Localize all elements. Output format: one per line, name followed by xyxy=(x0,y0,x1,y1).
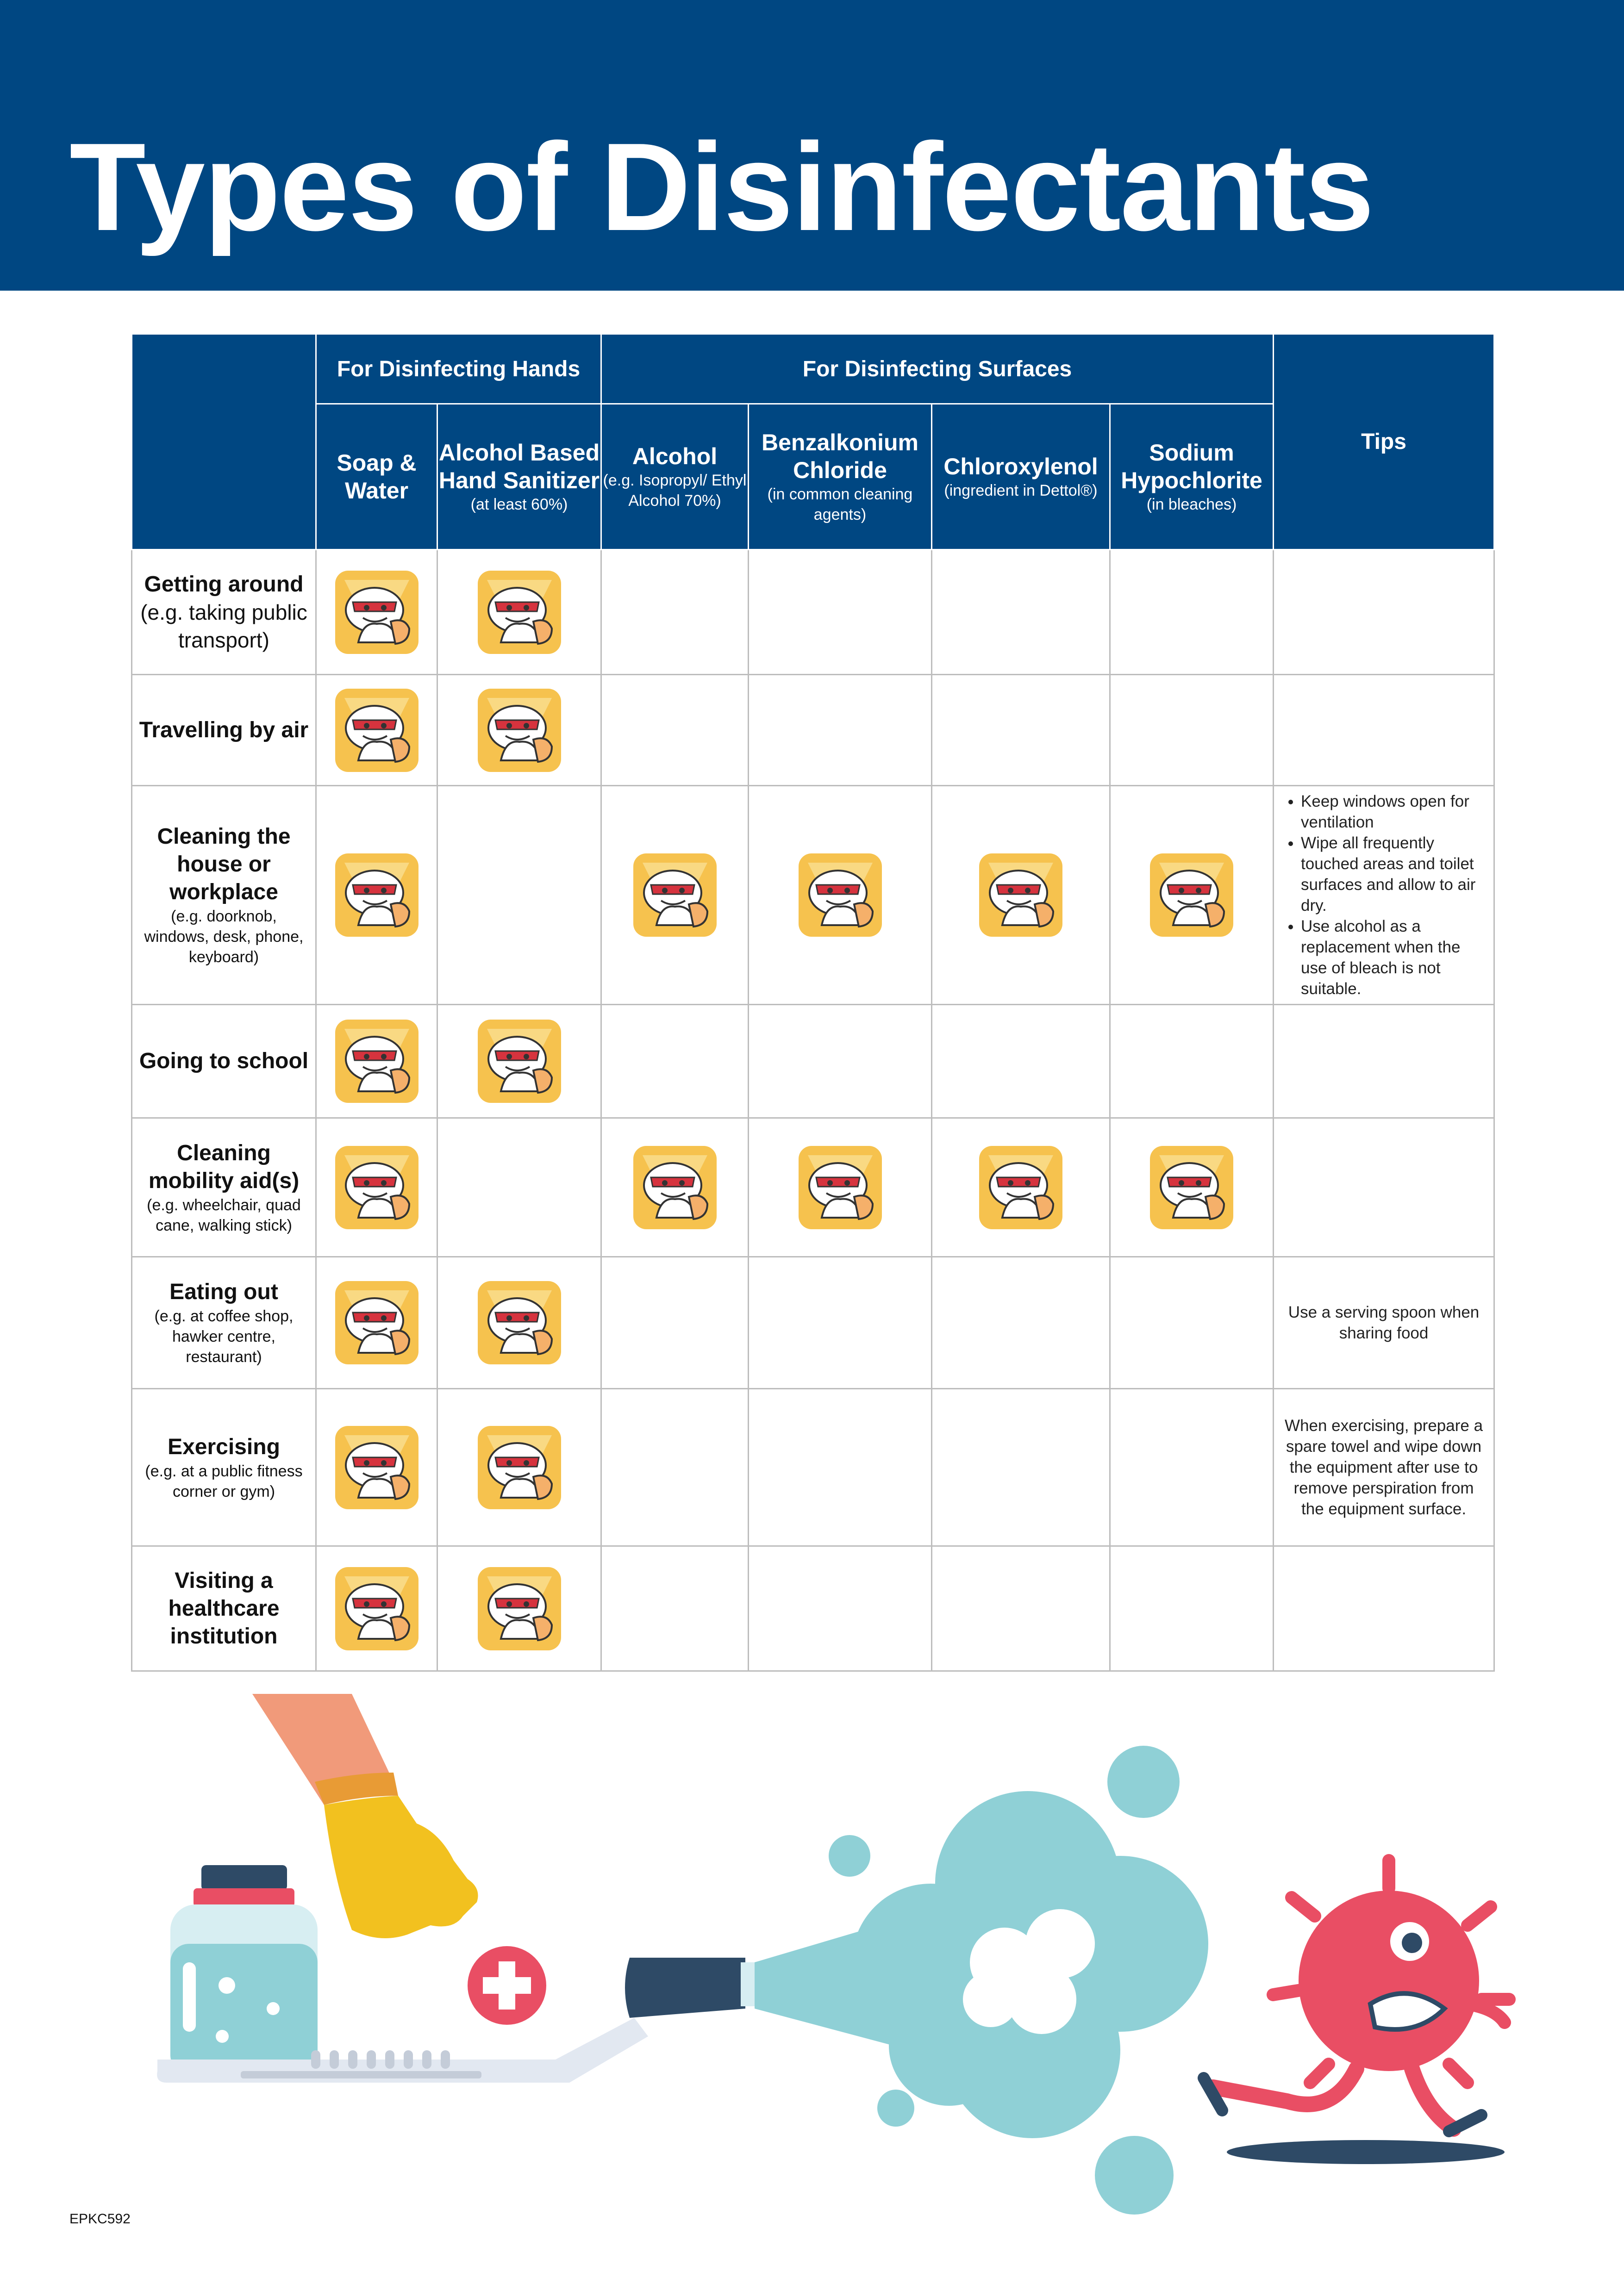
cell-soap-water xyxy=(316,550,437,675)
table-row xyxy=(132,550,1494,675)
cell-chloroxylenol xyxy=(932,1257,1110,1389)
spray-nozzle-icon xyxy=(625,1958,755,2018)
tip-item: • Use alcohol as a replacement when the use of bleach is not suitable. xyxy=(1301,916,1483,999)
cell-hand-sanitizer xyxy=(437,1546,601,1671)
mascot-approval-icon xyxy=(331,849,423,941)
cell-alcohol xyxy=(601,550,749,675)
column-header-note: (in common cleaning agents) xyxy=(767,485,913,523)
header-blank xyxy=(132,334,316,550)
cell-alcohol xyxy=(601,1546,749,1671)
cell-chloroxylenol xyxy=(932,1118,1110,1257)
activity-title: Cleaning the house or workplace xyxy=(157,824,291,904)
mascot-approval-icon xyxy=(331,1421,423,1514)
activity-label xyxy=(132,1118,316,1257)
activity-label xyxy=(132,1005,316,1118)
column-header-title: Alcohol Based Hand Sanitizer xyxy=(438,440,600,493)
column-header-title: Sodium Hypochlorite xyxy=(1121,440,1262,493)
activity-example: (e.g. at a public fitness corner or gym) xyxy=(145,1462,303,1500)
tips-cell: Use a serving spoon when sharing food xyxy=(1274,1257,1494,1389)
column-header-hand-sanitizer xyxy=(437,404,601,550)
mascot-approval-icon xyxy=(331,684,423,777)
table-row xyxy=(132,1257,1494,1389)
cell-chloroxylenol xyxy=(932,786,1110,1005)
activity-example: (e.g. wheelchair, quad cane, walking stick) xyxy=(147,1196,301,1234)
mascot-approval-icon xyxy=(473,1562,566,1655)
mascot-approval-icon xyxy=(974,849,1067,941)
cell-soap-water xyxy=(316,786,437,1005)
cell-hand-sanitizer xyxy=(437,675,601,786)
cell-hand-sanitizer xyxy=(437,550,601,675)
group-header-hands: For Disinfecting Hands xyxy=(316,334,601,404)
column-header-title: Alcohol xyxy=(632,443,718,469)
cell-benzalkonium-chloride xyxy=(749,1257,932,1389)
mascot-approval-icon xyxy=(473,1276,566,1369)
cell-hand-sanitizer xyxy=(437,1005,601,1118)
table-row xyxy=(132,786,1494,1005)
table-row xyxy=(132,1546,1494,1671)
mascot-approval-icon xyxy=(331,566,423,659)
column-header-note: (e.g. Isopropyl/ Ethyl Alcohol 70%) xyxy=(603,472,747,510)
tips-cell xyxy=(1274,675,1494,786)
table-row xyxy=(132,1389,1494,1546)
table-row xyxy=(132,675,1494,786)
disinfectant-table xyxy=(131,333,1495,1672)
activity-example: (e.g. doorknob, windows, desk, phone, keyboard) xyxy=(144,908,304,966)
cell-hand-sanitizer xyxy=(437,1389,601,1546)
page-title: Types of Disinfectants xyxy=(69,118,1374,257)
cell-alcohol xyxy=(601,1389,749,1546)
cell-sodium-hypochlorite xyxy=(1110,550,1274,675)
activity-label xyxy=(132,1389,316,1546)
cell-soap-water xyxy=(316,1546,437,1671)
activity-title: Eating out xyxy=(169,1280,278,1304)
bottle-icon xyxy=(170,1865,318,2080)
cell-chloroxylenol xyxy=(932,1546,1110,1671)
cell-benzalkonium-chloride xyxy=(749,1546,932,1671)
cell-soap-water xyxy=(316,1257,437,1389)
cell-benzalkonium-chloride xyxy=(749,1005,932,1118)
mascot-approval-icon xyxy=(629,1141,721,1234)
table-row xyxy=(132,1005,1494,1118)
column-header-title: Benzalkonium Chloride xyxy=(762,429,918,483)
mascot-approval-icon xyxy=(794,1141,887,1234)
cell-sodium-hypochlorite xyxy=(1110,1389,1274,1546)
column-header-soap-water xyxy=(316,404,437,550)
activity-label xyxy=(132,550,316,675)
column-header-note: (in bleaches) xyxy=(1146,496,1237,513)
cell-benzalkonium-chloride xyxy=(749,675,932,786)
cell-chloroxylenol xyxy=(932,1005,1110,1118)
cell-benzalkonium-chloride xyxy=(749,1389,932,1546)
tip-item: • Wipe all frequently touched areas and toilet surfaces and allow to air dry. xyxy=(1301,833,1483,916)
cell-alcohol xyxy=(601,786,749,1005)
activity-label xyxy=(132,1546,316,1671)
mascot-approval-icon xyxy=(331,1015,423,1108)
cell-chloroxylenol xyxy=(932,675,1110,786)
cell-benzalkonium-chloride xyxy=(749,1118,932,1257)
activity-example: (e.g. at coffee shop, hawker centre, restaurant) xyxy=(154,1307,294,1366)
cell-hand-sanitizer xyxy=(437,1118,601,1257)
mascot-approval-icon xyxy=(473,1015,566,1108)
tips-cell: When exercising, prepare a spare towel and wipe down the equipment after use to remove perspiration from the equipment surface. xyxy=(1274,1389,1494,1546)
cell-chloroxylenol xyxy=(932,1389,1110,1546)
tips-cell xyxy=(1274,1118,1494,1257)
activity-title: Getting around xyxy=(144,572,304,597)
cell-sodium-hypochlorite xyxy=(1110,1257,1274,1389)
activity-label xyxy=(132,786,316,1005)
activity-title: Exercising xyxy=(168,1434,280,1459)
tip-item: • Keep windows open for ventilation xyxy=(1301,791,1483,833)
table-row xyxy=(132,1118,1494,1257)
cell-sodium-hypochlorite xyxy=(1110,1118,1274,1257)
cell-benzalkonium-chloride xyxy=(749,550,932,675)
cell-sodium-hypochlorite xyxy=(1110,675,1274,786)
cell-sodium-hypochlorite xyxy=(1110,786,1274,1005)
mascot-approval-icon xyxy=(473,1421,566,1514)
column-header-sodium-hypochlorite xyxy=(1110,404,1274,550)
activity-example: (e.g. taking public transport) xyxy=(140,600,307,652)
cell-benzalkonium-chloride xyxy=(749,786,932,1005)
mascot-approval-icon xyxy=(794,849,887,941)
virus-character-icon xyxy=(1204,1860,1509,2164)
mascot-approval-icon xyxy=(331,1141,423,1234)
cell-alcohol xyxy=(601,675,749,786)
activity-title: Going to school xyxy=(139,1049,309,1073)
mascot-approval-icon xyxy=(1145,849,1238,941)
cell-alcohol xyxy=(601,1118,749,1257)
cell-hand-sanitizer xyxy=(437,1257,601,1389)
column-header-note: (at least 60%) xyxy=(470,496,568,513)
activity-label xyxy=(132,675,316,786)
mascot-approval-icon xyxy=(473,684,566,777)
cell-soap-water xyxy=(316,1118,437,1257)
cell-alcohol xyxy=(601,1005,749,1118)
cell-hand-sanitizer xyxy=(437,786,601,1005)
activity-title: Cleaning mobility aid(s) xyxy=(148,1140,300,1193)
mascot-approval-icon xyxy=(629,849,721,941)
activity-label xyxy=(132,1257,316,1389)
activity-title: Travelling by air xyxy=(139,717,309,742)
activity-title: Visiting a healthcare institution xyxy=(168,1568,280,1649)
column-header-benzalkonium-chloride xyxy=(749,404,932,550)
cell-sodium-hypochlorite xyxy=(1110,1546,1274,1671)
column-header-title: Soap & Water xyxy=(337,450,417,504)
mascot-approval-icon xyxy=(473,566,566,659)
tips-header: Tips xyxy=(1274,334,1494,550)
cell-soap-water xyxy=(316,1005,437,1118)
column-header-title: Chloroxylenol xyxy=(943,454,1098,479)
column-header-chloroxylenol xyxy=(932,404,1110,550)
column-header-note: (ingredient in Dettol®) xyxy=(944,482,1098,499)
mascot-approval-icon xyxy=(331,1276,423,1369)
mascot-approval-icon xyxy=(974,1141,1067,1234)
tips-cell xyxy=(1274,1546,1494,1671)
mascot-approval-icon xyxy=(1145,1141,1238,1234)
cell-chloroxylenol xyxy=(932,550,1110,675)
tips-list xyxy=(1284,791,1483,999)
group-header-surfaces: For Disinfecting Surfaces xyxy=(601,334,1274,404)
cell-alcohol xyxy=(601,1257,749,1389)
column-header-alcohol xyxy=(601,404,749,550)
mascot-approval-icon xyxy=(331,1562,423,1655)
tips-cell xyxy=(1274,786,1494,1005)
tips-cell xyxy=(1274,550,1494,675)
spray-illustration xyxy=(0,1685,1624,2296)
cell-soap-water xyxy=(316,1389,437,1546)
medical-cross-icon xyxy=(468,1946,546,2025)
cell-sodium-hypochlorite xyxy=(1110,1005,1274,1118)
document-code: EPKC592 xyxy=(69,2211,131,2227)
tips-cell xyxy=(1274,1005,1494,1118)
cell-soap-water xyxy=(316,675,437,786)
